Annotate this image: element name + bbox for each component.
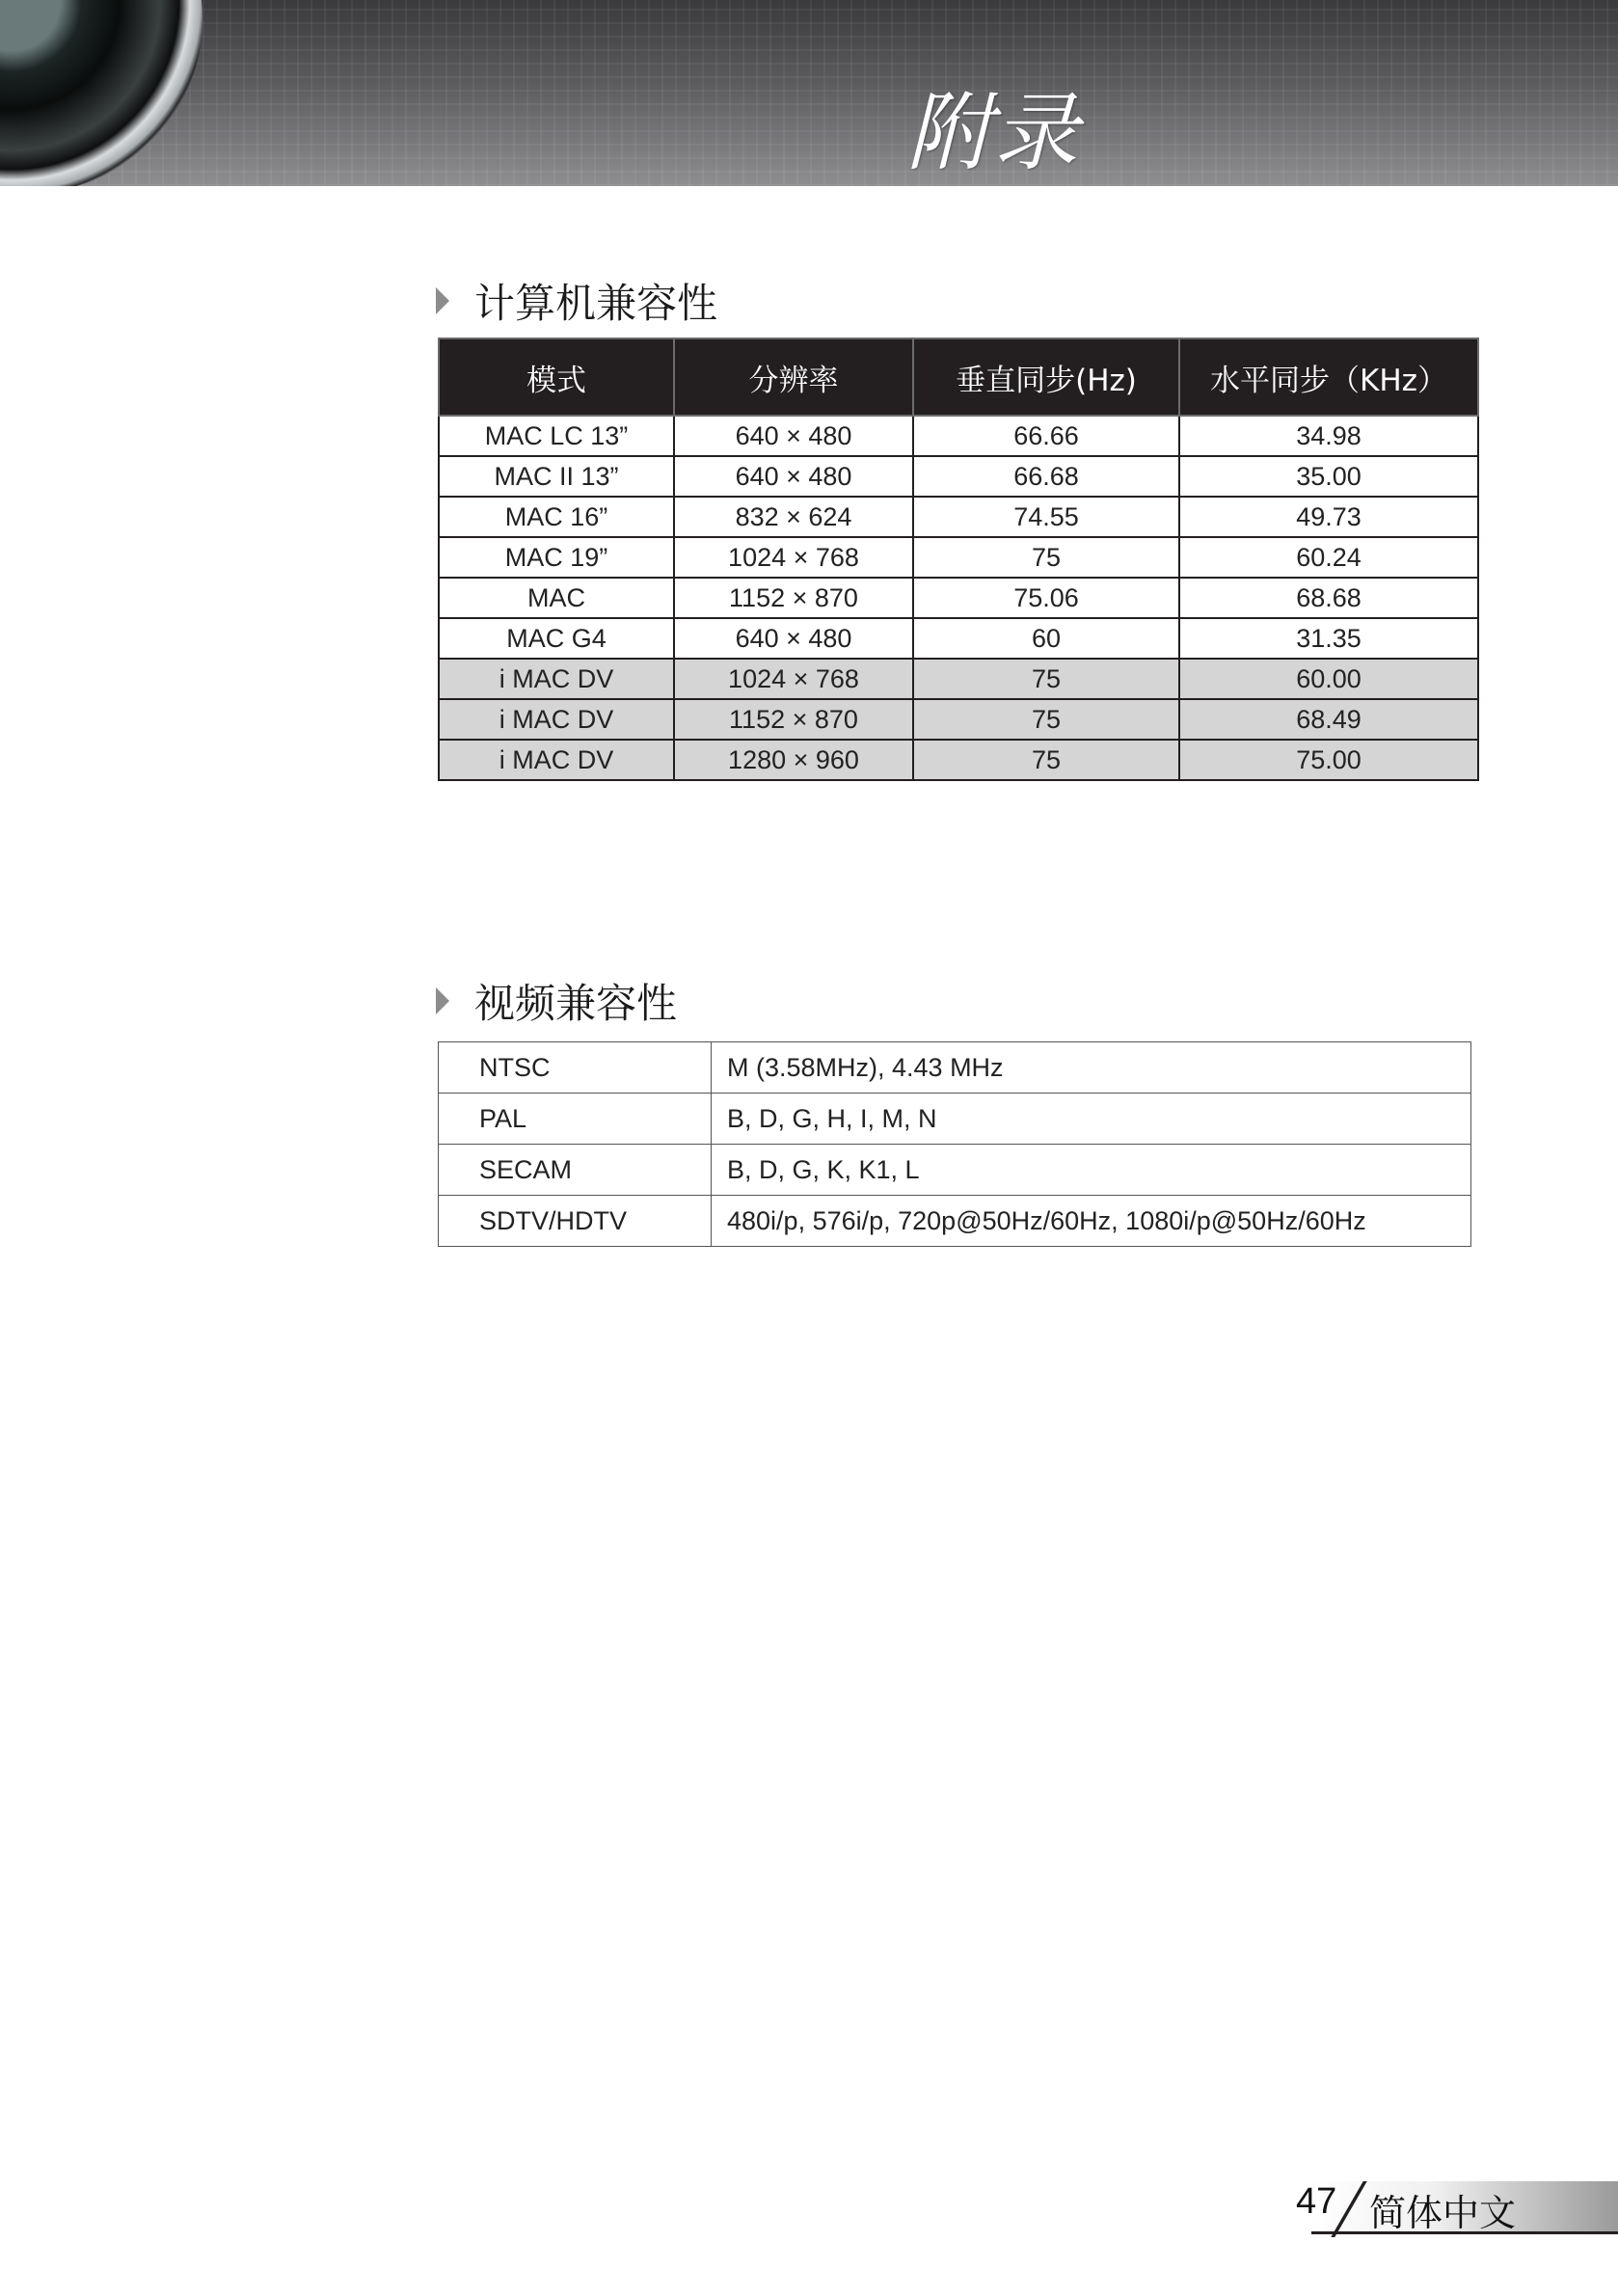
table-cell: 75: [913, 740, 1179, 780]
table-cell: 60: [913, 618, 1179, 659]
video-modes-cell: 480i/p, 576i/p, 720p@50Hz/60Hz, 1080i/p@50Hz/60Hz: [712, 1196, 1471, 1247]
table-cell: i MAC DV: [439, 659, 674, 699]
table-cell: MAC: [439, 578, 674, 618]
chapter-title: 附录: [906, 83, 1081, 182]
table-cell: i MAC DV: [439, 740, 674, 780]
table-cell: 68.68: [1179, 578, 1478, 618]
table-cell: 35.00: [1179, 456, 1478, 497]
video-compatibility-table: [438, 1041, 1471, 1247]
table-row: [439, 456, 1478, 497]
table-row: [439, 740, 1478, 780]
table-cell: 74.55: [913, 497, 1179, 537]
table-cell: 640 × 480: [674, 456, 913, 497]
table-cell: MAC II 13”: [439, 456, 674, 497]
table-row: [439, 1196, 1471, 1247]
video-standard-cell: PAL: [439, 1094, 712, 1145]
video-modes-cell: M (3.58MHz), 4.43 MHz: [712, 1042, 1471, 1094]
table-row: [439, 618, 1478, 659]
camera-lens-image: [0, 0, 202, 186]
page-number: 47: [1296, 2181, 1337, 2222]
column-header: 分辨率: [674, 338, 913, 416]
triangle-bullet-icon: [436, 287, 449, 314]
table-cell: MAC LC 13”: [439, 416, 674, 456]
triangle-bullet-icon: [436, 987, 449, 1014]
video-modes-cell: B, D, G, K, K1, L: [712, 1145, 1471, 1196]
table-cell: 66.66: [913, 416, 1179, 456]
video-modes-cell: B, D, G, H, I, M, N: [712, 1094, 1471, 1145]
column-header: 水平同步（KHz）: [1179, 338, 1478, 416]
section-title-computer: [436, 272, 717, 330]
table-cell: 60.24: [1179, 537, 1478, 578]
table-cell: 75: [913, 537, 1179, 578]
table-cell: 1152 × 870: [674, 699, 913, 740]
table-cell: 640 × 480: [674, 416, 913, 456]
table-cell: 1024 × 768: [674, 659, 913, 699]
table-row: [439, 416, 1478, 456]
video-standard-cell: NTSC: [439, 1042, 712, 1094]
table-row: [439, 1094, 1471, 1145]
table-cell: 31.35: [1179, 618, 1478, 659]
table-cell: MAC 16”: [439, 497, 674, 537]
table-row: [439, 699, 1478, 740]
video-standard-cell: SECAM: [439, 1145, 712, 1196]
table-cell: 1152 × 870: [674, 578, 913, 618]
computer-compatibility-table: [438, 338, 1479, 781]
table-cell: 60.00: [1179, 659, 1478, 699]
section-title-video: [436, 972, 677, 1030]
table-cell: 75.06: [913, 578, 1179, 618]
section-title-video-text: 视频兼容性: [474, 980, 678, 1027]
table-cell: 832 × 624: [674, 497, 913, 537]
table-row: [439, 1145, 1471, 1196]
table-cell: i MAC DV: [439, 699, 674, 740]
table-cell: 75.00: [1179, 740, 1478, 780]
table-cell: 68.49: [1179, 699, 1478, 740]
table-cell: 1024 × 768: [674, 537, 913, 578]
column-header: 垂直同步(Hz): [913, 338, 1179, 416]
table-header-row: [439, 338, 1478, 416]
table-cell: 640 × 480: [674, 618, 913, 659]
table-row: [439, 1042, 1471, 1094]
page-header: [0, 0, 1618, 186]
table-cell: MAC G4: [439, 618, 674, 659]
footer-language: 简体中文: [1369, 2192, 1517, 2234]
table-cell: 75: [913, 699, 1179, 740]
table-cell: 34.98: [1179, 416, 1478, 456]
table-cell: 66.68: [913, 456, 1179, 497]
table-row: [439, 537, 1478, 578]
table-row: [439, 497, 1478, 537]
section-title-computer-text: 计算机兼容性: [474, 280, 718, 327]
table-row: [439, 578, 1478, 618]
table-cell: 1280 × 960: [674, 740, 913, 780]
column-header: 模式: [439, 338, 674, 416]
table-cell: 75: [913, 659, 1179, 699]
table-cell: 49.73: [1179, 497, 1478, 537]
video-standard-cell: SDTV/HDTV: [439, 1196, 712, 1247]
table-row: [439, 659, 1478, 699]
table-cell: MAC 19”: [439, 537, 674, 578]
